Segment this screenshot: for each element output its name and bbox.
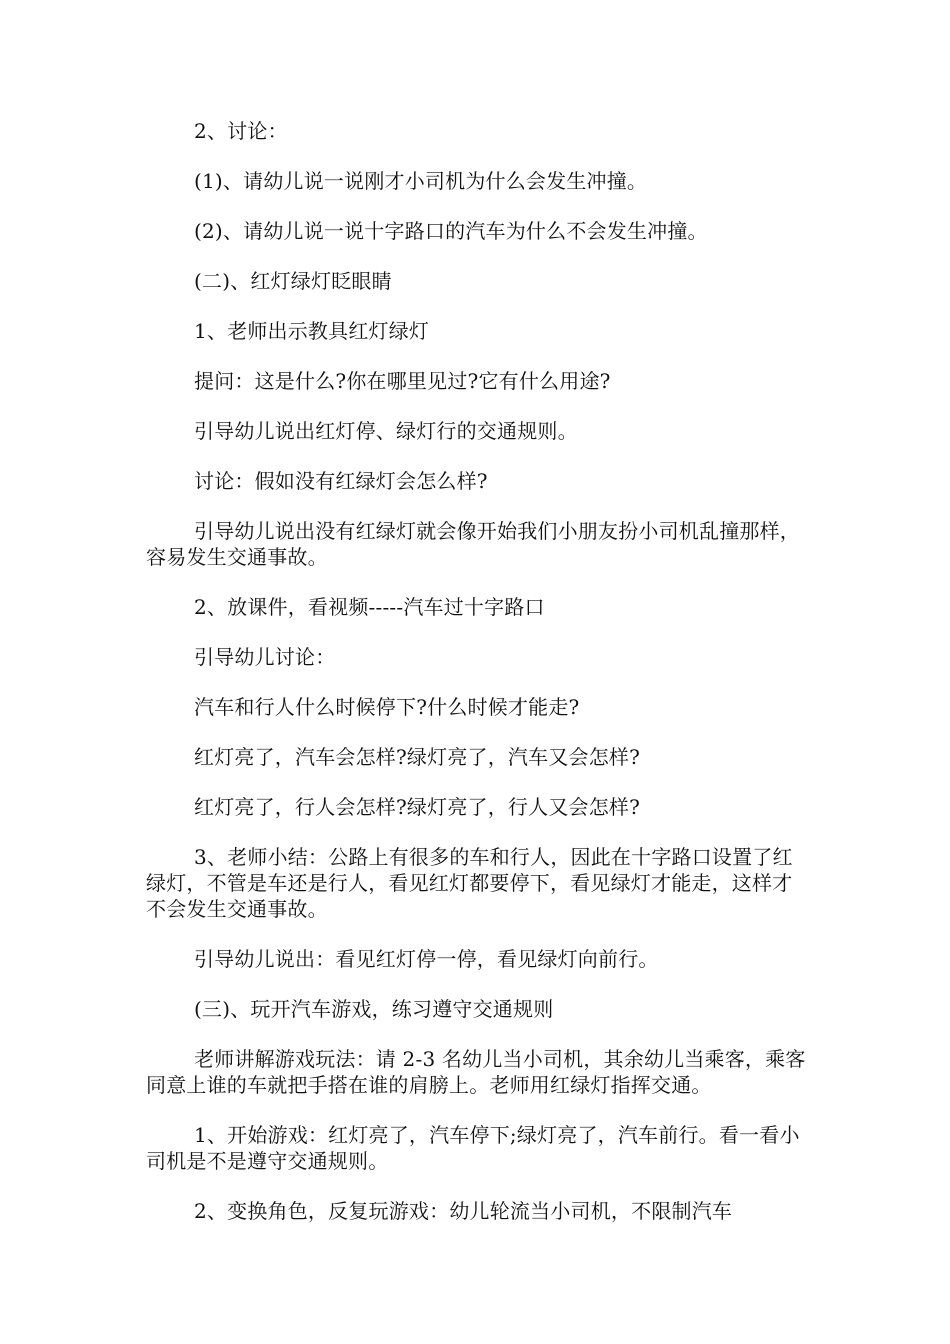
section-heading: (三)、玩开汽车游戏，练习遵守交通规则 <box>194 997 554 1021</box>
paragraph: (1)、请幼儿说一说刚才小司机为什么会发生冲撞。 <box>194 169 648 193</box>
paragraph: 汽车和行人什么时候停下?什么时候才能走? <box>194 695 580 719</box>
paragraph: 1、开始游戏：红灯亮了，汽车停下;绿灯亮了，汽车前行。看一看小司机是不是遵守交通规则。 <box>146 1123 800 1173</box>
paragraph: 引导幼儿说出没有红绿灯就会像开始我们小朋友扮小司机乱撞那样，容易发生交通事故。 <box>146 519 800 569</box>
paragraph: 引导幼儿讨论： <box>194 645 336 669</box>
paragraph: 红灯亮了，汽车会怎样?绿灯亮了，汽车又会怎样? <box>194 745 641 769</box>
paragraph: 引导幼儿说出：看见红灯停一停，看见绿灯向前行。 <box>194 947 659 971</box>
paragraph: 讨论：假如没有红绿灯会怎么样? <box>194 469 488 493</box>
paragraph: (2)、请幼儿说一说十字路口的汽车为什么不会发生冲撞。 <box>194 219 708 243</box>
paragraph: 2、放课件，看视频-----汽车过十字路口 <box>194 595 545 619</box>
paragraph: 3、老师小结：公路上有很多的车和行人，因此在十字路口设置了红绿灯，不管是车还是行人，看见红灯都要停下，看见绿灯才能走，这样才不会发生交通事故。 <box>146 845 793 921</box>
document-body <box>146 118 810 1224</box>
paragraph: 2、变换角色，反复玩游戏：幼儿轮流当小司机，不限制汽车 <box>194 1199 733 1223</box>
paragraph: 提问：这是什么?你在哪里见过?它有什么用途? <box>194 369 611 393</box>
paragraph: 引导幼儿说出红灯停、绿灯行的交通规则。 <box>194 419 578 443</box>
paragraph: 老师讲解游戏玩法：请 2-3 名幼儿当小司机，其余幼儿当乘客，乘客同意上谁的车就把手搭在谁的肩膀上。老师用红绿灯指挥交通。 <box>146 1047 806 1097</box>
section-heading: (二)、红灯绿灯眨眼睛 <box>194 269 392 293</box>
paragraph: 1、老师出示教具红灯绿灯 <box>194 319 430 343</box>
paragraph: 2、讨论： <box>194 119 288 143</box>
paragraph: 红灯亮了，行人会怎样?绿灯亮了，行人又会怎样? <box>194 795 641 819</box>
